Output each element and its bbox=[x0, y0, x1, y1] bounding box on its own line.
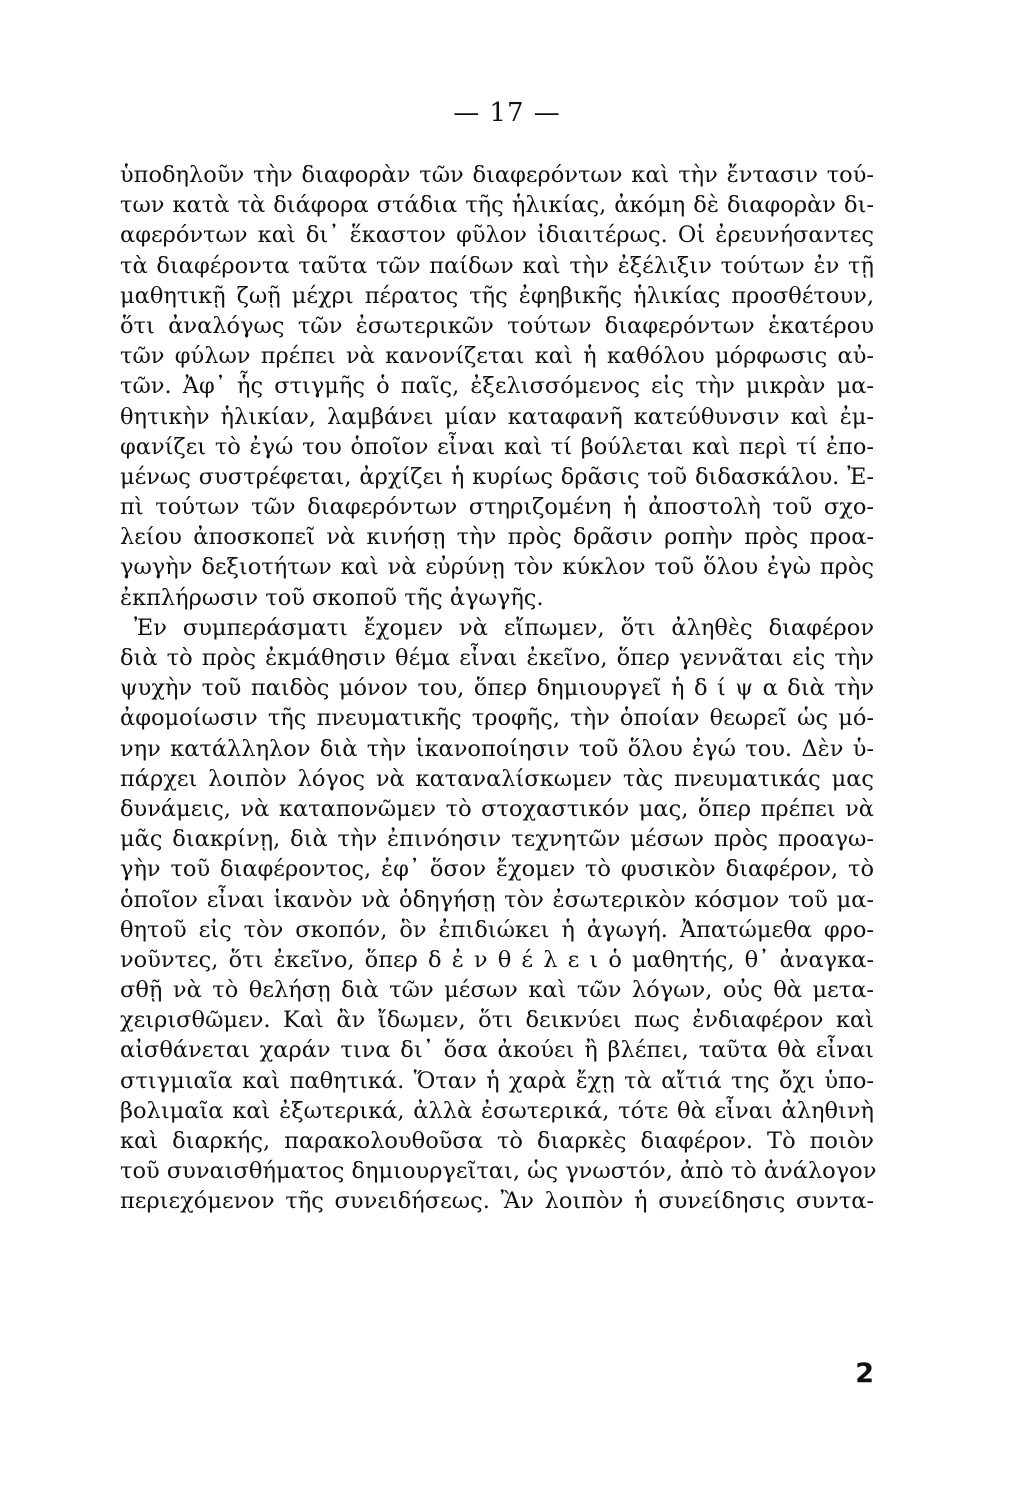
page-number: — 17 — bbox=[453, 98, 561, 128]
text-line: φανίζει τὸ ἐγώ του ὁποῖον εἶναι καὶ τί βούλεται καὶ περὶ τί ἐπο- bbox=[120, 433, 874, 460]
text-line: στιγμιαῖα καὶ παθητικά. Ὅταν ἡ χαρὰ ἔχῃ τὰ αἴτιά της ὄχι ὑπο- bbox=[120, 1067, 874, 1094]
text-line: βολιμαῖα καὶ ἐξωτερικά, ἀλλὰ ἐσωτερικά, τότε θὰ εἶναι ἀληθινὴ bbox=[120, 1097, 874, 1124]
text-line: τὰ διαφέροντα ταῦτα τῶν παίδων καὶ τὴν ἐξέλιξιν τούτων ἐν τῇ bbox=[120, 252, 874, 279]
text-line: αἰσθάνεται χαράν τινα δι᾽ ὅσα ἀκούει ἢ βλέπει, ταῦτα θὰ εἶναι bbox=[120, 1037, 874, 1064]
text-line: τῶν φύλων πρέπει νὰ κανονίζεται καὶ ἡ καθόλου μόρφωσις αὐ- bbox=[120, 343, 874, 370]
paragraph-start-line: Ἐν συμπεράσματι ἔχομεν νὰ εἴπωμεν, ὅτι ἀληθὲς διαφέρον bbox=[134, 614, 874, 641]
text-line: αφερόντων καὶ δι᾽ ἕκαστον φῦλον ἰδιαιτέρως. Οἱ ἐρευνήσαντες bbox=[120, 222, 874, 249]
text-line: ψυχὴν τοῦ παιδὸς μόνον του, ὅπερ δημιουργεῖ ἡ δ ί ψ α διὰ τὴν bbox=[120, 675, 874, 702]
text-line: μᾶς διακρίνῃ, διὰ τὴν ἐπινόησιν τεχνητῶν μέσων πρὸς προαγω- bbox=[120, 826, 874, 853]
text-line: διὰ τὸ πρὸς ἐκμάθησιν θέμα εἶναι ἐκεῖνο, ὅπερ γεννᾶται εἰς τὴν bbox=[120, 645, 874, 671]
text-line: περιεχόμενον τῆς συνειδήσεως. Ἂν λοιπὸν ἡ συνείδησις συντα- bbox=[120, 1188, 874, 1215]
text-line: των κατὰ τὰ διάφορα στάδια τῆς ἡλικίας, ἀκόμη δὲ διαφορὰν δι- bbox=[120, 192, 874, 219]
text-line: ὅτι ἀναλόγως τῶν ἐσωτερικῶν τούτων διαφερόντων ἑκατέρου bbox=[120, 312, 874, 339]
text-line: ἀφομοίωσιν τῆς πνευματικῆς τροφῆς, τὴν ὁποίαν θεωρεῖ ὡς μό- bbox=[120, 705, 874, 732]
text-line: τοῦ συναισθήματος δημιουργεῖται, ὡς γνωστόν, ἀπὸ τὸ ἀνάλογον bbox=[120, 1158, 877, 1185]
text-line: πὶ τούτων τῶν διαφερόντων στηριζομένη ἡ ἀποστολὴ τοῦ σχο- bbox=[120, 494, 874, 521]
text-line: νην κατάλληλον διὰ τὴν ἱκανοποίησιν τοῦ ὅλου ἐγώ του. Δὲν ὑ- bbox=[120, 735, 874, 762]
text-line: τῶν. Ἀφ᾽ ἧς στιγμῆς ὁ παῖς, ἐξελισσόμενος εἰς τὴν μικρὰν μα- bbox=[120, 373, 874, 400]
text-line: θητοῦ εἰς τὸν σκοπόν, ὃν ἐπιδιώκει ἡ ἀγωγή. Ἀπατώμεθα φρο- bbox=[120, 916, 874, 943]
body-text bbox=[120, 160, 877, 1217]
text-line: σθῇ νὰ τὸ θελήσῃ διὰ τῶν μέσων καὶ τῶν λόγων, οὐς θὰ μετα- bbox=[120, 977, 874, 1004]
text-line: γὴν τοῦ διαφέροντος, ἐφ᾽ ὅσον ἔχομεν τὸ φυσικὸν διαφέρον, τὸ bbox=[120, 856, 874, 883]
text-line: γωγὴν δεξιοτήτων καὶ νὰ εὐρύνῃ τὸν κύκλον τοῦ ὅλου ἐγὼ πρὸς bbox=[120, 554, 874, 581]
signature-mark: 2 bbox=[855, 1358, 874, 1389]
text-line: λείου ἀποσκοπεῖ νὰ κινήσῃ τὴν πρὸς δρᾶσιν ροπὴν πρὸς προα- bbox=[120, 524, 874, 551]
text-line: χειρισθῶμεν. Καὶ ἂν ἴδωμεν, ὅτι δεικνύει πως ἐνδιαφέρον καὶ bbox=[120, 1007, 874, 1034]
text-line: ὁποῖον εἶναι ἱκανὸν νὰ ὁδηγήσῃ τὸν ἐσωτερικὸν κόσμον τοῦ μα- bbox=[120, 886, 874, 913]
paragraph-end-line: ἐκπλήρωσιν τοῦ σκοποῦ τῆς ἀγωγῆς. bbox=[120, 584, 544, 611]
text-line: νοῦντες, ὅτι ἐκεῖνο, ὅπερ δ ἐ ν θ έ λ ε ι ὁ μαθητής, θ᾽ ἀναγκα- bbox=[120, 946, 874, 973]
text-line: ὑποδηλοῦν τὴν διαφορὰν τῶν διαφερόντων καὶ τὴν ἔντασιν τού- bbox=[120, 162, 874, 188]
text-line: καὶ διαρκής, παρακολουθοῦσα τὸ διαρκὲς διαφέρον. Τὸ ποιὸν bbox=[120, 1128, 874, 1154]
text-line: θητικὴν ἡλικίαν, λαμβάνει μίαν καταφανῆ κατεύθυνσιν καὶ ἐμ- bbox=[120, 403, 874, 430]
text-line: μένως συστρέφεται, ἀρχίζει ἡ κυρίως δρᾶσις τοῦ διδασκάλου. Ἐ- bbox=[120, 463, 874, 490]
text-line: πάρχει λοιπὸν λόγος νὰ καταναλίσκωμεν τὰς πνευματικάς μας bbox=[120, 765, 874, 792]
text-line: δυνάμεις, νὰ καταπονῶμεν τὸ στοχαστικόν μας, ὅπερ πρέπει νὰ bbox=[120, 795, 874, 822]
text-line: μαθητικῇ ζωῇ μέχρι πέρατος τῆς ἐφηβικῆς ἡλικίας προσθέτουν, bbox=[120, 282, 874, 309]
